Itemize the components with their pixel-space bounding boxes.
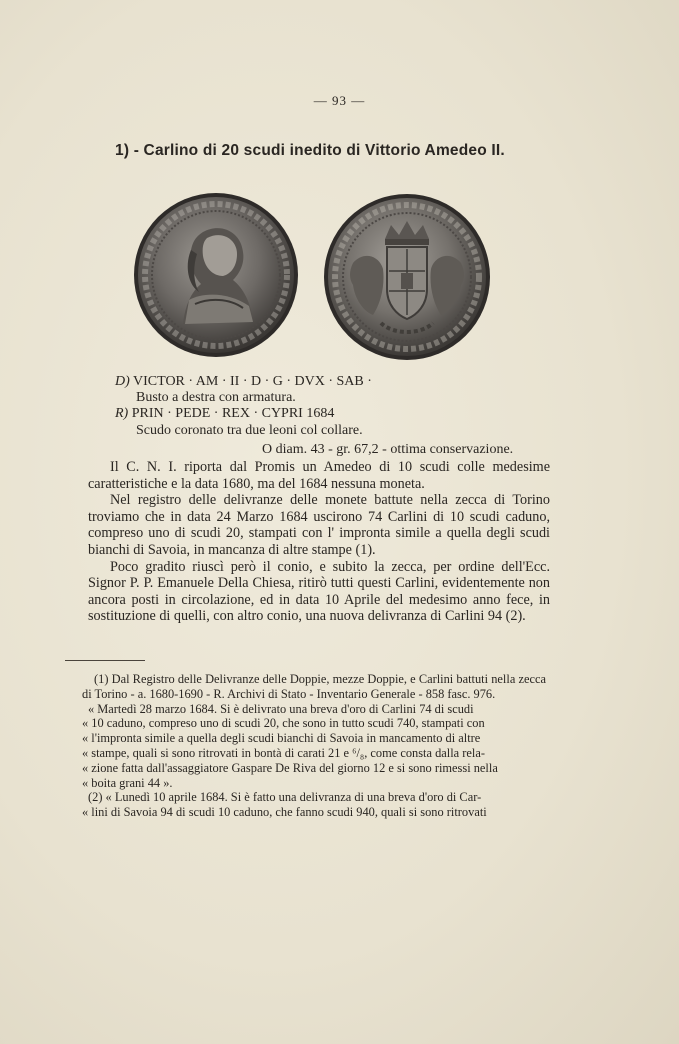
footnote-quote-line: « 10 caduno, compreso uno di scudi 20, che sono in tutto scudi 740, stampati con	[82, 716, 485, 731]
reverse-description: Scudo coronato tra due leoni col collare.	[136, 423, 363, 438]
reverse-label: R)	[115, 406, 129, 421]
paragraph: Il C. N. I. riporta dal Promis un Amedeo di 10 scudi colle medesime caratteristiche e la data 1680, ma del 1684 nessuna moneta.	[88, 459, 550, 492]
coin-obverse-image	[133, 192, 299, 358]
coin-reverse-image	[323, 193, 491, 361]
page-blank-area	[0, 850, 679, 1044]
footnote-quote-line: « l'impronta simile a quella degli scudi bianchi di Savoia in mancamento di altre	[82, 731, 481, 746]
footnote-quote-line: « Martedì 28 marzo 1684. Si è delivrato una breva d'oro di Carlini 74 di scudi	[88, 701, 474, 716]
footnote-2-line: (2) « Lunedì 10 aprile 1684. Si è fatto una delivranza di una breva d'oro di Car-	[88, 790, 482, 805]
reverse-legend: PRIN · PEDE · REX · CYPRI 1684	[131, 406, 335, 421]
footnote-1: (1) Dal Registro delle Delivranze delle Doppie, mezze Doppie, e Carlini battuti nella zecca di Torino - a. 1680-1690 - R. Archivi di Stato - Inventario Generale - 858 fasc. 976.	[82, 672, 546, 701]
reverse-legend-line	[115, 405, 334, 422]
paragraph: Nel registro delle delivranze delle monete battute nella zecca di Torino troviamo che in data 24 Marzo 1684 uscirono 74 Carlini di 10 scudi caduno, compreso uno di scudi 20, stampati con l' impronta simile a quella degli scudi bianchi di Savoia, in mancanza di altre stampe (1).	[88, 492, 550, 558]
section-heading: 1) - Carlino di 20 scudi inedito di Vittorio Amedeo II.	[115, 142, 505, 159]
footnotes	[82, 672, 546, 820]
obverse-legend-line	[115, 373, 372, 390]
footnote-quote-line: « zione fatta dall'assaggiatore Gaspare De Riva del giorno 12 e si sono rimessi nella	[82, 760, 498, 775]
footnote-quote-line: « boita grani 44 ».	[82, 775, 173, 790]
page-number: — 93 —	[313, 93, 366, 108]
obverse-description: Busto a destra con armatura.	[136, 390, 296, 405]
obverse-legend: VICTOR · AM · II · D · G · DVX · SAB ·	[133, 374, 372, 389]
footnote-divider	[65, 660, 145, 661]
coin-specifications: O diam. 43 - gr. 67,2 - ottima conservazione.	[262, 442, 514, 457]
body-text	[88, 459, 550, 625]
paragraph: Poco gradito riuscì però il conio, e subito la zecca, per ordine dell'Ecc. Signor P. P. Emanuele Della Chiesa, ritirò tutti questi Carlini, evidentemente non ancora posti in circolazione, ed in data 10 Aprile del medesimo anno fece, in sostituzione di quelli, con altro conio, una nuova delivranza di Carlini 94 (2).	[88, 558, 550, 625]
footnote-2-line: « lini di Savoia 94 di scudi 10 caduno, che fanno scudi 940, quali si sono ritrovati	[82, 805, 487, 820]
footnote-quote-line: « stampe, quali si sono ritrovati in bontà di carati 21 e ⁶/₈, come consta dalla rela-	[82, 745, 485, 760]
obverse-label: D)	[115, 374, 130, 389]
